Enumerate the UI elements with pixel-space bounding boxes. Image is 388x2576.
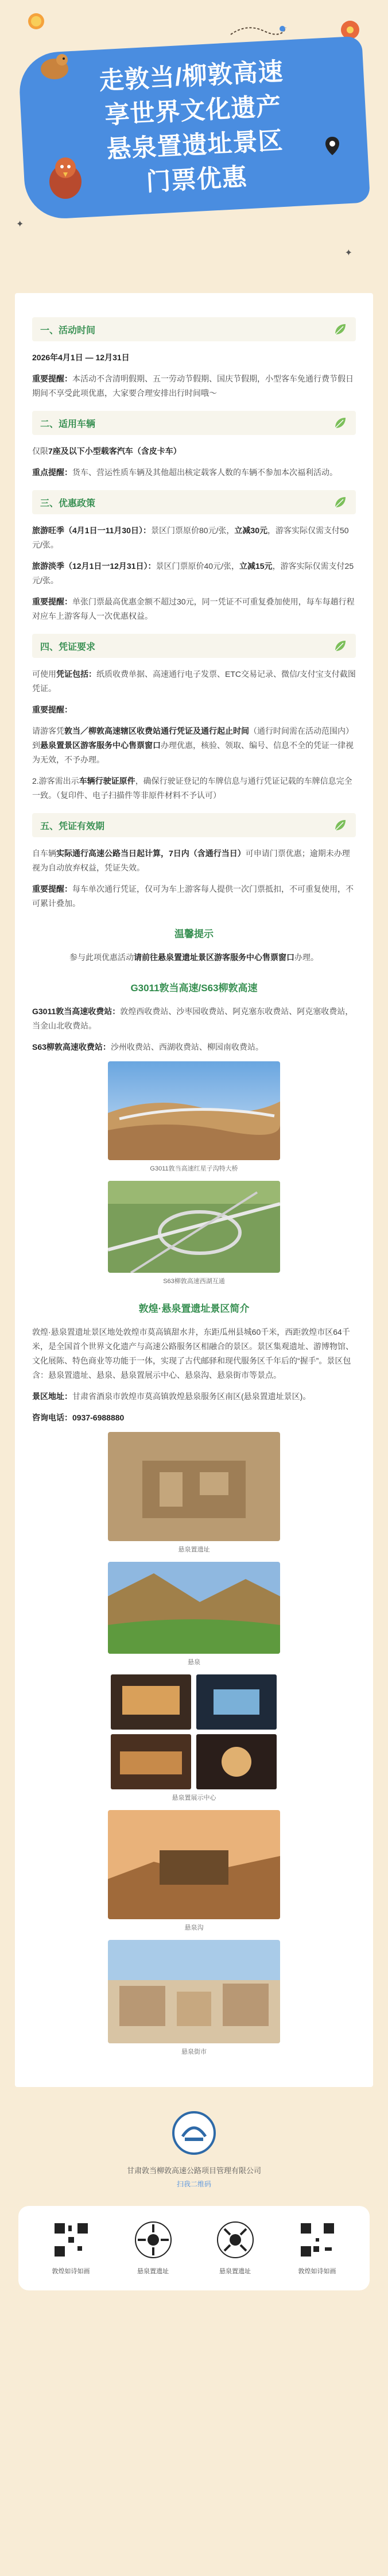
activity-note: 重要提醒：本活动不含清明假期、五一劳动节假期、国庆节假期，小型客车免通行费节假日期间不享受此项优惠，大家要合理安排出行时间哦～ (32, 374, 354, 398)
section-heading-prices (32, 490, 356, 514)
section-title: 四、凭证要求 (40, 642, 96, 652)
exhibition-photo-grid (111, 1674, 277, 1789)
activity-date: 2026年4月1日 — 12月31日 (32, 353, 130, 362)
section-heading-validity (32, 813, 356, 837)
credentials-note-label: 重要提醒： (32, 705, 72, 714)
prices-note: 重要提醒：单张门票最高优惠金额不超过30元，同一凭证不可重复叠加使用，每车每趟行程对应车上游客每人一次优惠权益。 (32, 597, 355, 621)
section-heading-activity-time (32, 317, 356, 341)
credentials-rule-1: 请游客凭敦当／柳敦高速辖区收费站通行凭证及通行起止时间（通行时间需在活动范围内）到悬泉置景区游客服务中心售票窗口办理优惠，核验、领取、编号、信息不全的凭证一律视为无效，不予办理。 (32, 726, 354, 764)
spring-photo (108, 1562, 280, 1654)
qr-code-icon (216, 2221, 254, 2259)
header (0, 0, 388, 270)
leaf-icon (333, 415, 348, 430)
market-street-photo (108, 1940, 280, 2043)
photo-caption: G3011敦当高速红星子沟特大桥 (150, 1165, 238, 1172)
off-season-price: 旅游淡季（12月1日一12月31日）：景区门票原价40元/张，立减15元，游客实际仅需支付25元/张。 (32, 561, 354, 585)
section-heading-vehicles (32, 411, 356, 435)
intro-text: 敦煌·悬泉置遗址景区地处敦煌市莫高镇甜水井，东距瓜州县城60千米，西距敦煌市区64千米，是全国首个世界文化遗产与高速公路服务区相融合的景区。景区集观遗址、游博物馆、文化展陈、特色商业等功能于一体，实现了古代邮驿和现代服务区千年后的“握手”。景区包含：悬泉置遗址、悬泉、悬泉置展示中心、悬泉沟、悬泉街市等景点。 (32, 1327, 354, 1380)
exhibit-photo (196, 1734, 277, 1789)
leaf-icon (333, 638, 348, 653)
qr-code-icon (52, 2221, 90, 2259)
title-line: 悬泉置遗址景区 (106, 126, 284, 164)
qr-code-icon (298, 2221, 336, 2259)
qr-item[interactable] (298, 2221, 336, 2275)
photo-caption: 悬泉置展示中心 (172, 1795, 216, 1801)
warm-tip-text: 参与此项优惠活动请前往悬泉置遗址景区游客服务中心售票窗口办理。 (69, 953, 319, 962)
page-title (98, 55, 289, 202)
photo-caption: 悬泉街市 (181, 2049, 207, 2055)
peak-season-price: 旅游旺季（4月1日一11月30日）：景区门票原价80元/张，立减30元，游客实际仅需支付50元/张。 (32, 526, 349, 549)
section-heading-credentials (32, 634, 356, 658)
title-line: 走敦当/柳敦高速 (98, 57, 284, 95)
exhibit-photo (196, 1674, 277, 1730)
interchange-photo (108, 1181, 280, 1273)
footer (0, 2087, 388, 2302)
photo-caption: 悬泉沟 (184, 1924, 204, 1931)
gully-photo (108, 1810, 280, 1919)
qr-label: 悬泉置遗址 (219, 2268, 251, 2275)
title-line: 门票优惠 (145, 163, 248, 197)
sparkle-icon: ✦ (16, 220, 24, 229)
ruins-photo (108, 1432, 280, 1541)
qr-item[interactable] (134, 2221, 172, 2275)
s63-stations: S63柳敦高速收费站：沙州收费站、西湖收费站、柳园南收费站。 (32, 1042, 263, 1052)
camel-mascot-icon (34, 46, 75, 86)
qr-item[interactable] (52, 2221, 90, 2275)
credentials-list: 可使用凭证包括：纸质收费单据、高速通行电子发票、ETC交易记录、微信/支付宝支付截图凭证。 (32, 669, 356, 693)
qr-label: 敦煌如诗如画 (298, 2268, 336, 2275)
sun-icon (23, 8, 49, 34)
warm-tip-title: 温馨提示 (174, 929, 214, 939)
qr-code-panel (18, 2206, 370, 2290)
company-logo-icon (171, 2110, 217, 2156)
validity-note: 重要提醒：每车单次通行凭证，仅可为车上游客每人提供一次门票抵扣，不可重复使用，不可累计叠加。 (32, 884, 354, 908)
content-card (15, 293, 373, 2087)
exhibit-photo (111, 1674, 191, 1730)
leaf-icon (333, 322, 348, 337)
vehicles-note: 重点提醒：货车、营运性质车辆及其他超出核定载客人数的车辆不参加本次福利活动。 (32, 468, 337, 477)
location-pin-icon (324, 136, 341, 156)
intro-title: 敦煌·悬泉置遗址景区简介 (138, 1303, 250, 1314)
exhibit-photo (111, 1734, 191, 1789)
company-name: 甘肃敦当柳敦高速公路项目管理有限公司 (126, 2166, 261, 2175)
toll-section-title: G3011敦当高速/S63柳敦高速 (130, 983, 258, 994)
validity-text: 自车辆实际通行高速公路当日起计算，7日内（含通行当日）可申请门票优惠；逾期未办理视为自动放弃权益，凭证失效。 (32, 849, 350, 872)
bird-mascot-icon (42, 151, 88, 202)
section-title: 一、活动时间 (40, 325, 96, 336)
section-title: 五、凭证有效期 (40, 821, 105, 831)
section-title: 三、优惠政策 (40, 498, 96, 509)
qr-label: 敦煌如诗如画 (52, 2268, 90, 2275)
doodle-icon (230, 22, 287, 39)
bridge-photo (108, 1061, 280, 1160)
sparkle-icon: ✦ (344, 248, 352, 258)
qr-label: 悬泉置遗址 (137, 2268, 169, 2275)
qr-item[interactable] (216, 2221, 254, 2275)
scenic-address: 景区地址：甘肃省酒泉市敦煌市莫高镇敦煌悬泉服务区南区(悬泉置遗址景区)。 (32, 1392, 311, 1401)
qr-code-icon (134, 2221, 172, 2259)
contact-phone: 咨询电话：0937-6988880 (32, 1413, 125, 1422)
photo-caption: S63柳敦高速西湖互通 (163, 1278, 225, 1285)
title-line: 享世界文化遗产 (104, 93, 282, 130)
leaf-icon (333, 818, 348, 833)
credentials-rule-2: 2.游客需出示车辆行驶证原件，确保行驶证登记的车牌信息与通行凭证记载的车牌信息完全一致。（复印件、电子扫描件等非原件材料不予认可） (32, 776, 352, 800)
g3011-stations: G3011敦当高速收费站：敦煌西收费站、沙枣园收费站、阿克塞东收费站、阿克塞收费站，当金山北收费站。 (32, 1007, 354, 1030)
section-title: 二、适用车辆 (40, 419, 96, 429)
leaf-icon (333, 495, 348, 510)
vehicles-text: 仅限7座及以下小型载客汽车（含皮卡车） (32, 446, 181, 456)
scan-hint: 扫我二维码 (176, 2180, 211, 2188)
photo-caption: 悬泉 (188, 1659, 200, 1666)
photo-caption: 悬泉置遗址 (178, 1546, 210, 1553)
